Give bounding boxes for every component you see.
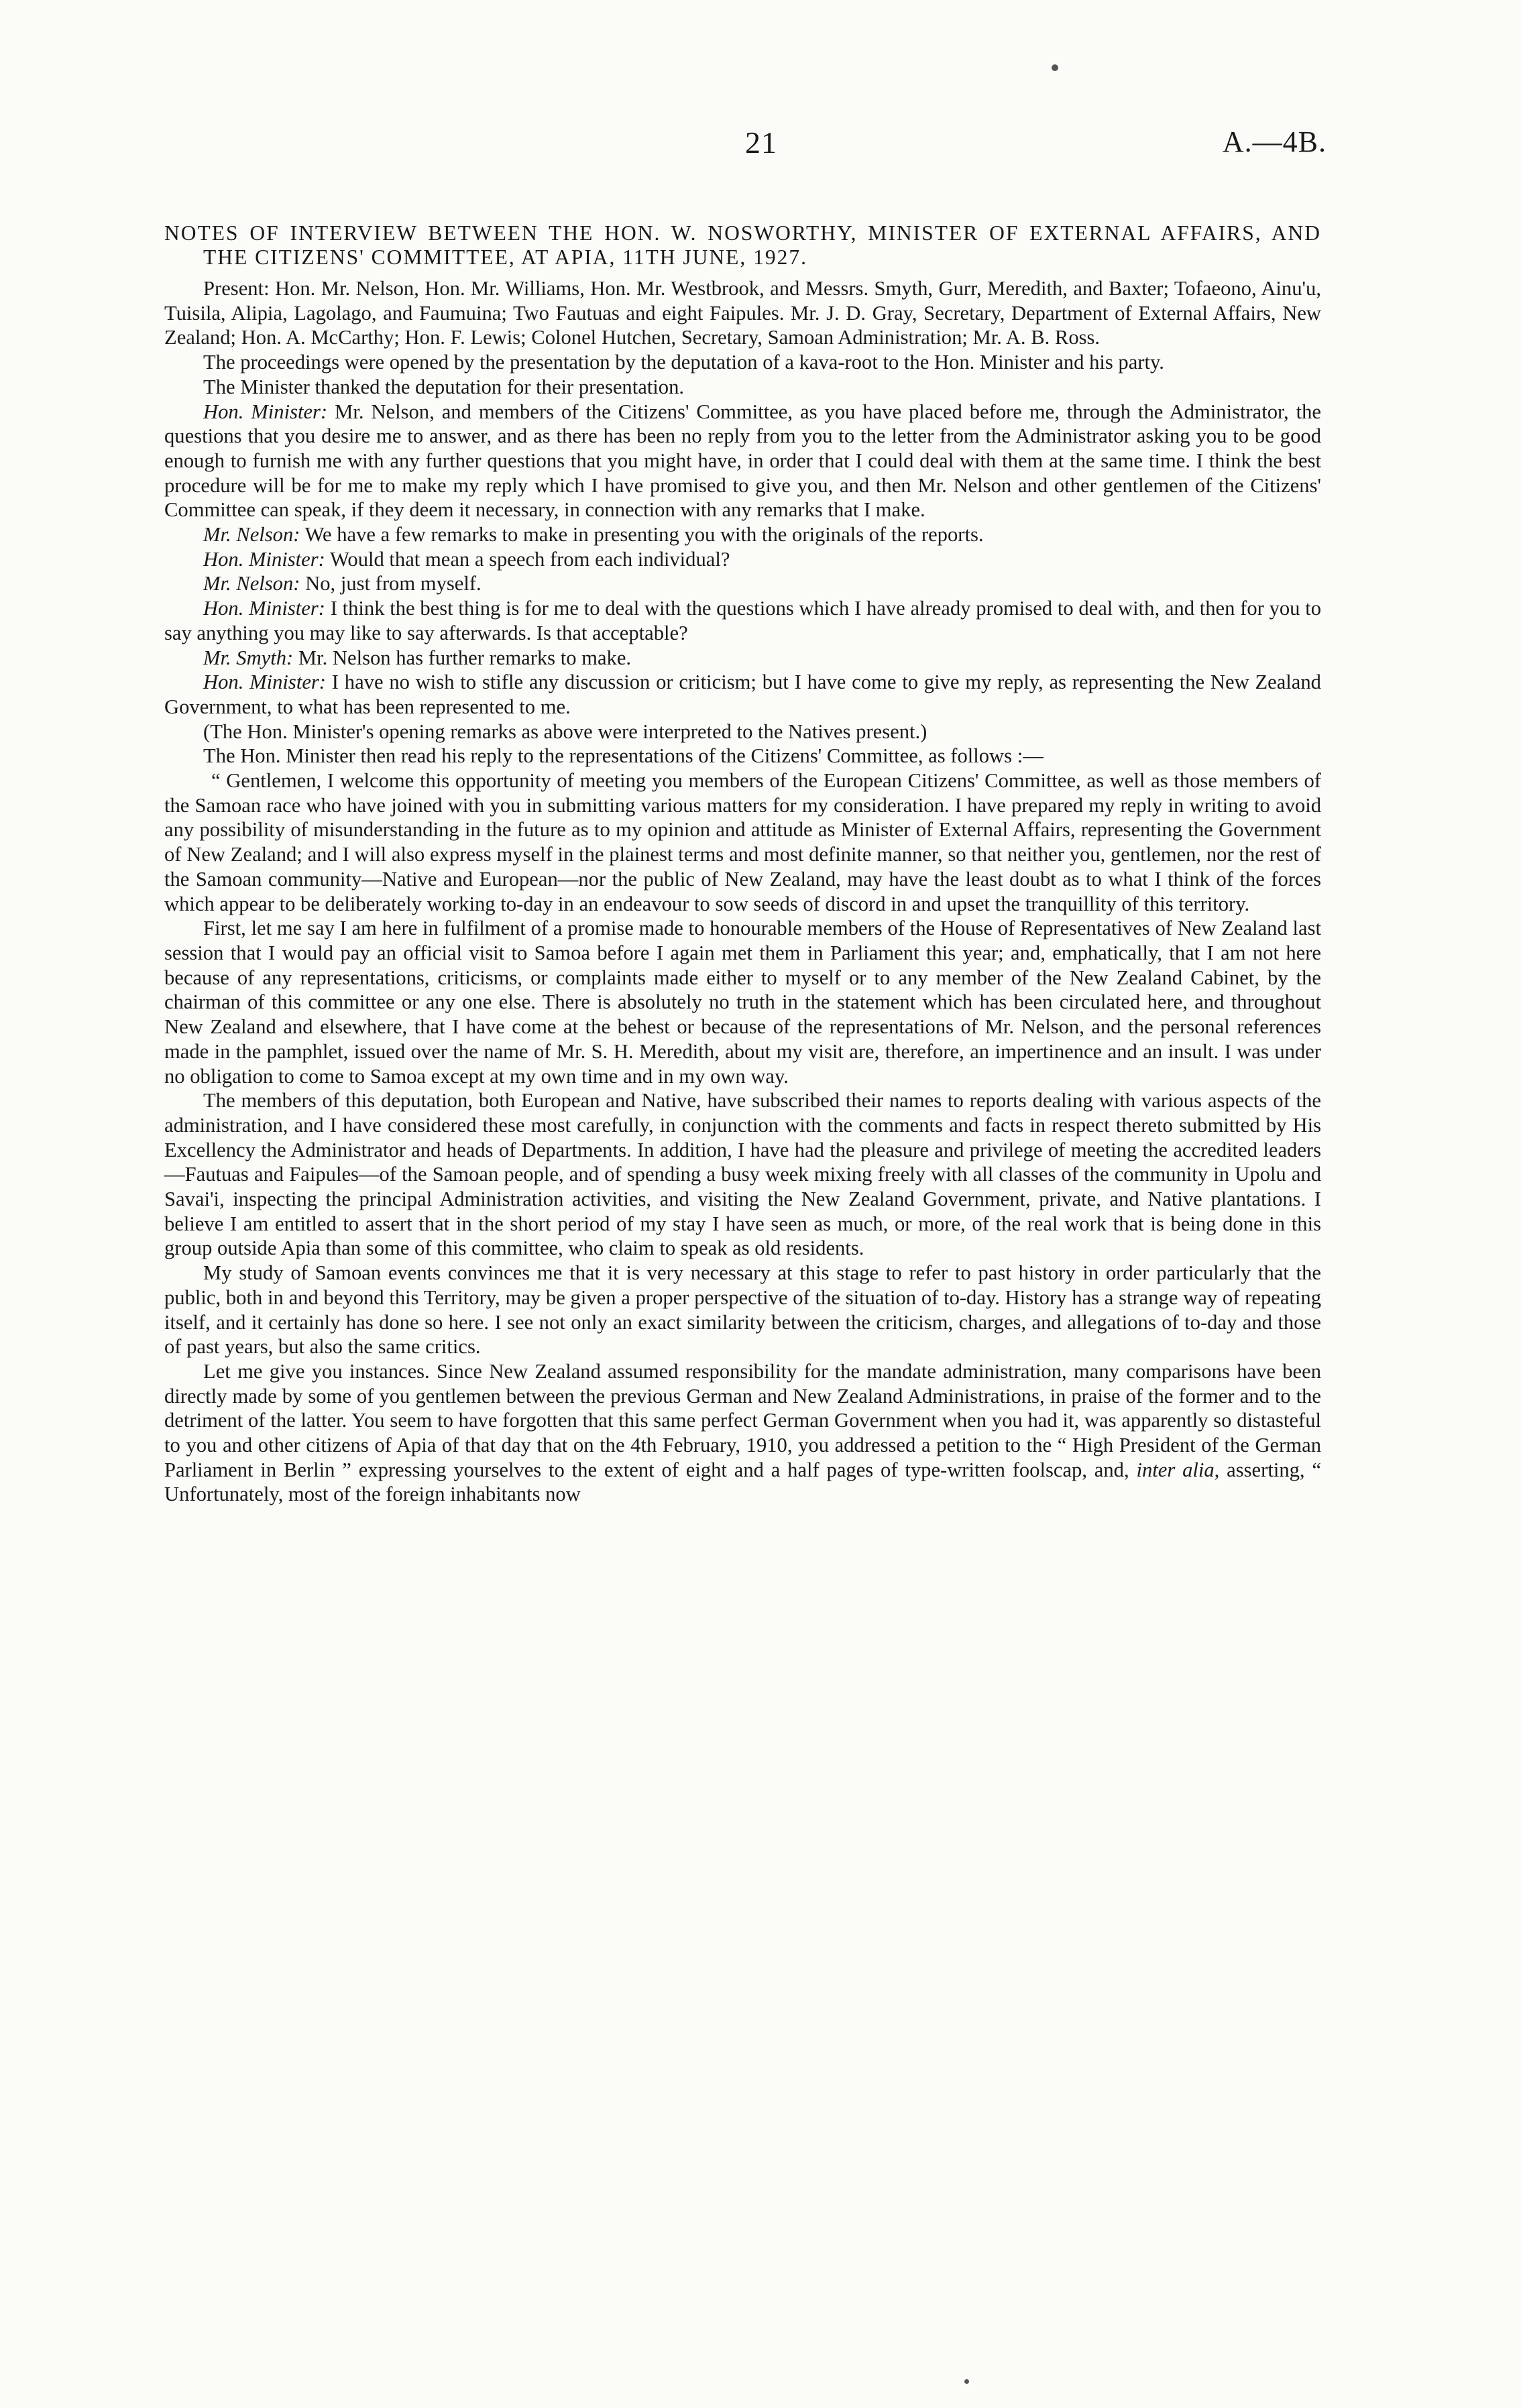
speech-text: I have no wish to stifle any discussion or criticism; but I have come to give my reply, as representing the New Zealand Government, to what has been represented to me. [164,671,1321,718]
latin-phrase: inter alia, [1136,1458,1220,1481]
scan-speck [1052,64,1058,71]
reply-paragraph: My study of Samoan events convinces me that it is very necessary at this stage to refer to past history in order particularly that the public, both in and beyond this Territory, may be given a proper perspective of the situation of to-day. History has a strange way of repeating itself, and it certainly has done so here. I see not only an exact similarity between the criticism, charges, and allegations of to-day and those of past years, but also the same critics. [164,1261,1321,1359]
reply-intro: The Hon. Minister then read his reply to the representations of the Citizens' Committee, as follows :— [203,744,1044,768]
speech-text: No, just from myself. [305,572,482,595]
paragraph-text-end: asserting, “ Unfortunately, most of the foreign inhabitants now [164,1458,1321,1506]
dialogue-turn [164,571,1321,596]
speaker-label: Hon. Minister: [203,400,328,423]
speaker-label: Hon. Minister: [203,671,326,694]
speech-text: We have a few remarks to make in presenting you with the originals of the reports. [304,523,984,547]
paragraph-text: Let me give you instances. Since New Zealand assumed responsibility for the mandate administration, many comparisons have been directly made by some of you gentlemen between the previous German and New Zealand Administrations, in praise of the former and to the detriment of the latter. You seem to have forgotten that this same perfect German Government when you had it, was apparently so distasteful to you and other citizens of Apia of that day that on the 4th February, 1910, you addressed a petition to the “ High President of the German Parliament in Berlin ” expressing yourselves to the extent of eight and a half pages of type-written foolscap, and, [164,1359,1321,1481]
speech-text: I think the best thing is for me to deal with the questions which I have already promised to deal with, and then for you to say anything you may like to say afterwards. Is that acceptable? [164,597,1322,644]
attendees-paragraph: Present: Hon. Mr. Nelson, Hon. Mr. Williams, Hon. Mr. Westbrook, and Messrs. Smyth, Gurr, Meredith, and Baxter; Tofaeono, Ainu'u, Tuisila, Alipia, Lagolago, and Faumuina; Two Fautuas and eight Faipules. Mr. J. D. Gray, Secretary, Department of External Affairs, New Zealand; Hon. A. McCarthy; Hon. F. Lewis; Colonel Hutchen, Secretary, Samoan Administration; Mr. A. B. Ross. [164,277,1321,349]
reply-paragraph-last [164,1359,1321,1507]
scan-speck [964,2379,969,2384]
speech-text: Mr. Nelson has further remarks to make. [298,646,632,669]
dialogue-turn [164,670,1321,719]
speaker-label: Mr. Nelson: [203,572,300,595]
interpretation-note: (The Hon. Minister's opening remarks as above were interpreted to the Natives present.) [203,720,927,743]
reply-paragraph: First, let me say I am here in fulfilment of a promise made to honourable members of the House of Representatives of New Zealand last session that I would pay an official visit to Samoa before I again met them in Parliament this year; and, emphatically, that I am not here because of any representations, criticisms, or complaints made either to myself or to any member of the New Zealand Cabinet, by the chairman of this committee or any one else. There is absolutely no truth in the statement which has been circulated here, and throughout New Zealand and elsewhere, that I have come at the behest or because of the representations of Mr. Nelson, and the personal references made in the pamphlet, issued over the name of Mr. S. H. Meredith, about my visit are, therefore, an impertinence and an insult. I was under no obligation to come to Samoa except at my own time and in my own way. [164,917,1321,1088]
document-title: NOTES OF INTERVIEW BETWEEN THE HON. W. NOSWORTHY, MINISTER OF EXTERNAL AFFAIRS, AND THE CITIZENS' COMMITTEE, AT APIA, 11TH JUNE, 1927. [164,221,1321,269]
reply-paragraph: The members of this deputation, both European and Native, have subscribed their names to reports dealing with various aspects of the administration, and I have considered these most carefully, in conjunction with the comments and facts in respect thereto submitted by His Excellency the Administrator and heads of Departments. In addition, I have had the pleasure and privilege of meeting the accredited leaders—Fautuas and Faipules—of the Samoan people, and of spending a busy week mixing freely with all classes of the community in Upolu and Savai'i, inspecting the principal Administration activities, and visiting the New Zealand Government, private, and Native plantations. I believe I am entitled to assert that in the short period of my stay I have seen as much, or more, of the real work that is being done in this group outside Apia than some of this committee, who claim to speak as old residents. [164,1089,1321,1260]
dialogue-turn [164,596,1321,645]
dialogue-turn [164,547,1321,572]
page-number: 21 [745,125,777,160]
speaker-label: Hon. Minister: [203,547,325,571]
speaker-label: Hon. Minister: [203,597,325,620]
dialogue-turn [164,522,1321,547]
speech-text: Mr. Nelson, and members of the Citizens' Committee, as you have placed before me, through the Administrator, the questions that you desire me to answer, and as there has been no reply from you to the letter from the Administrator asking you to be good enough to furnish me with any further questions that you might have, in order that I could deal with them at the same time. I think the best procedure will be for me to make my reply which I have promised to give you, and then Mr. Nelson and other gentlemen of the Citizens' Committee can speak, if they deem it necessary, in connection with any remarks that I make. [164,400,1321,522]
speaker-label: Mr. Nelson: [203,523,300,547]
dialogue-turn [164,400,1321,523]
thanks-paragraph: The Minister thanked the deputation for their presentation. [203,375,685,398]
document-body [164,221,1321,1507]
reply-paragraph: “ Gentlemen, I welcome this opportunity of meeting you members of the European Citizens' Committee, as well as those members of the Samoan race who have joined with you in submitting various matters for my consideration. I have prepared my reply in writing to avoid any possibility of misunderstanding in the future as to my opinion and attitude as Minister of External Affairs, representing the Government of New Zealand; and I will also express myself in the plainest terms and most definite manner, so that neither you, gentlemen, nor the rest of the Samoan community—Native and European—nor the public of New Zealand, may have the least doubt as to what I think of the forces which appear to be deliberately working to-day in an endeavour to sow seeds of discord in and upset the tranquillity of this territory. [164,769,1321,915]
speaker-label: Mr. Smyth: [203,646,294,669]
proceedings-paragraph: The proceedings were opened by the presentation by the deputation of a kava-root to the Hon. Minister and his party. [203,351,1164,374]
dialogue-turn [164,646,1321,671]
speech-text: Would that mean a speech from each individual? [329,547,730,571]
document-reference: A.—4B. [1222,125,1327,158]
